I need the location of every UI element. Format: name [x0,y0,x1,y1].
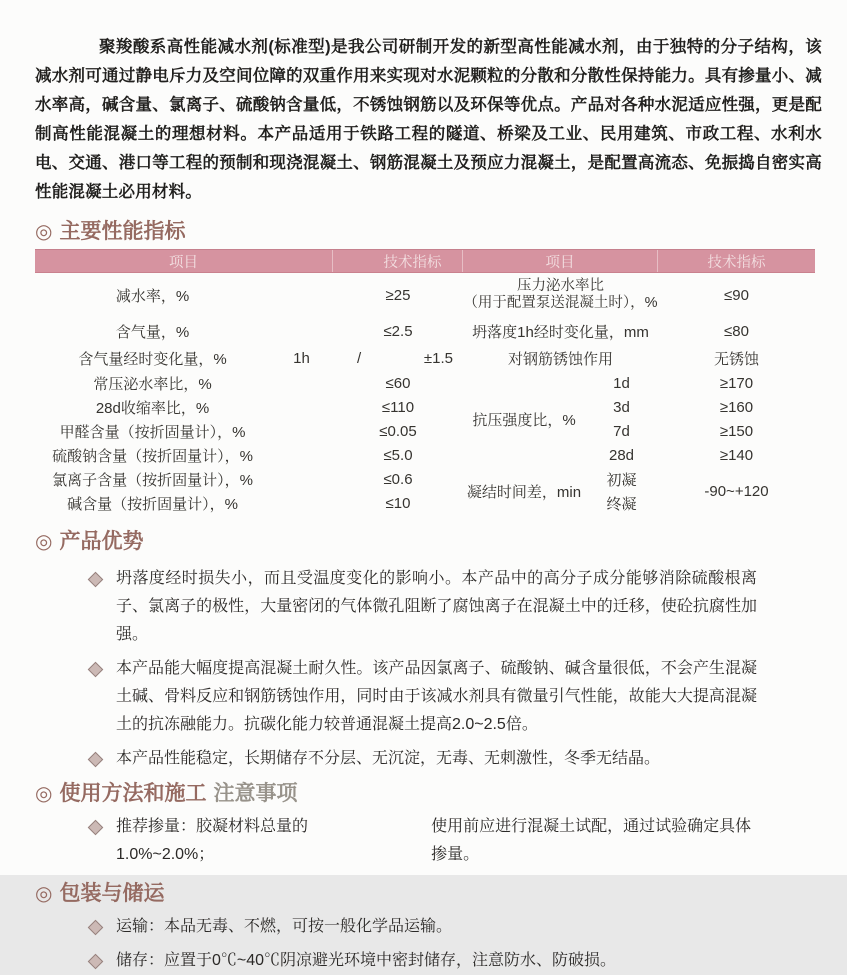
row-value: ≤110 [381,398,415,416]
section-title: 包装与储运 [59,882,165,905]
intro-paragraph: 聚羧酸系高性能减水剂(标准型)是我公司研制开发的新型高性能减水剂，由于独特的分子结构，该减水剂可通过静电斥力及空间位障的双重作用来实现对水泥颗粒的分散和分散性保持能力。具有掺量小、减水率高，碱含量、氯离子、硫酸钠含量低，不锈蚀钢筋以及环保等优点。产品对各种水泥适应性强，更是配制高性能混凝土的理想材料。本产品适用于铁路工程的隧道、桥梁及工业、民用建筑、市政工程、水利水电、交通、港口等工程的预制和现浇混凝土、钢筋混凝土及预应力混凝土，是配置高流态、免振捣自密实高性能混凝土必用材料。 [35,38,822,201]
list-item [90,745,767,773]
row-label: 对钢筋锈蚀作用 [507,350,613,368]
list-item [90,947,767,975]
table-row [463,273,815,317]
row-value: ≤0.05 [379,422,417,440]
row-label: 抗压强度比，% [472,411,576,429]
list-item [90,913,767,941]
section-heading-packaging [35,881,822,907]
age-value: ≥140 [719,446,754,464]
double-circle-icon: ◎ [35,221,53,243]
age-label: 28d [608,446,635,464]
header-item-right: 项目 [463,250,658,272]
row-slash: / [357,349,362,367]
row-label: 碱含量（按折固量计），% [67,495,238,513]
row-value: ≤90 [724,286,749,304]
row-value: ≤80 [724,322,749,340]
table-row [35,467,463,491]
diamond-bullet-icon [88,920,104,936]
row-label: 减水率，% [115,287,190,305]
row-label: 坍落度1h经时变化量，mm [472,323,649,341]
table-row-group-compressive [463,371,815,467]
row-label-line1: 压力泌水率比 [517,278,604,294]
table-left-half [35,273,463,515]
section-heading-usage [35,781,822,807]
row-label: 硫酸钠含量（按折固量计），% [52,447,253,465]
setting-initial: 初凝 [606,471,637,489]
section-title-sub: 注意事项 [213,782,298,805]
row-value: ±1.5 [423,349,453,367]
list-item-text: 本产品能大幅度提高混凝土耐久性。该产品因氯离子、硫酸钠、碱含量很低，不会产生混凝土碱、骨料反应和钢筋锈蚀作用，同时由于该减水剂具有微量引气性能，故能大大提高混凝土的抗冻融能力。抗碳化能力较普通混凝土提高2.0~2.5倍。 [116,660,757,733]
row-label: 甲醛含量（按折固量计），% [59,423,246,441]
double-circle-icon: ◎ [35,783,53,805]
row-label-line2: （用于配置泵送混凝土时），% [463,295,658,311]
row-label: 含气量经时变化量，% [78,350,227,368]
list-item-text: 本产品性能稳定，长期储存不分层、无沉淀，无毒、无刺激性，冬季无结晶。 [116,750,661,767]
diamond-bullet-icon [88,662,104,678]
age-value: ≥150 [719,422,754,440]
list-item [90,565,767,649]
list-item-text: 坍落度经时损失小，而且受温度变化的影响小。本产品中的高分子成分能够消除硫酸根离子、氯离子的极性，大量密闭的气体微孔阻断了腐蚀离子在混凝土中的迁移，使砼抗腐性加强。 [116,570,757,643]
diamond-bullet-icon [88,820,104,836]
header-indicator-left: 技术指标 [333,250,463,272]
double-circle-icon: ◎ [35,883,53,905]
list-item [90,655,767,739]
advantages-list [35,565,767,773]
row-label: 氯离子含量（按折固量计），% [52,471,253,489]
diamond-bullet-icon [88,752,104,768]
diamond-bullet-icon [88,572,104,588]
table-row [35,345,463,371]
age-label: 1d [613,374,630,392]
row-value: ≤2.5 [383,322,413,340]
usage-list [35,813,767,869]
section-title: 使用方法和施工 [59,782,207,805]
table-row [35,443,463,467]
section-title: 主要性能指标 [59,220,186,243]
header-item-left: 项目 [35,250,333,272]
age-value: ≥170 [719,374,754,392]
header-indicator-right: 技术指标 [707,254,766,271]
table-row-group-setting-time [463,467,815,515]
table-right-half [463,273,815,515]
row-value: 无锈蚀 [713,350,759,368]
age-label: 7d [613,422,630,440]
row-value: ≤0.6 [383,470,413,488]
storage-text: 储存：应置于0℃~40℃阴凉避光环境中密封储存，注意防水、防破损。 [116,952,617,969]
section-heading-performance [35,219,822,245]
performance-table [35,249,815,515]
transport-text: 运输：本品无毒、不燃，可按一般化学品运输。 [116,918,453,935]
age-value: ≥160 [719,398,754,416]
diamond-bullet-icon [88,954,104,970]
table-row [35,273,463,317]
packaging-list [35,913,767,975]
table-row [463,317,815,345]
row-value: -90~+120 [704,482,769,500]
age-label: 3d [613,398,630,416]
row-label: 凝结时间差，min [466,483,582,501]
row-label: 含气量，% [115,323,190,341]
row-value: ≤10 [385,494,411,512]
row-label: 常压泌水率比，% [93,375,212,393]
table-row [35,371,463,395]
table-header-row [35,249,815,273]
list-item [90,813,767,869]
row-value: ≤60 [385,374,411,392]
section-title: 产品优势 [59,530,144,553]
double-circle-icon: ◎ [35,531,53,553]
section-heading-advantages [35,529,822,555]
table-row [35,491,463,515]
table-row [35,317,463,345]
row-value: ≤5.0 [383,446,413,464]
table-body [35,273,815,515]
row-time: 1h [293,349,310,367]
row-value: ≥25 [385,286,411,304]
setting-final: 终凝 [606,495,637,513]
table-row [35,395,463,419]
table-row [35,419,463,443]
row-label: 28d收缩率比，% [95,399,210,417]
table-row [463,345,815,371]
dosage-text: 推荐掺量：胶凝材料总量的1.0%~2.0%； [116,818,309,863]
trial-mix-note: 使用前应进行混凝土试配，通过试验确定具体掺量。 [431,818,752,863]
